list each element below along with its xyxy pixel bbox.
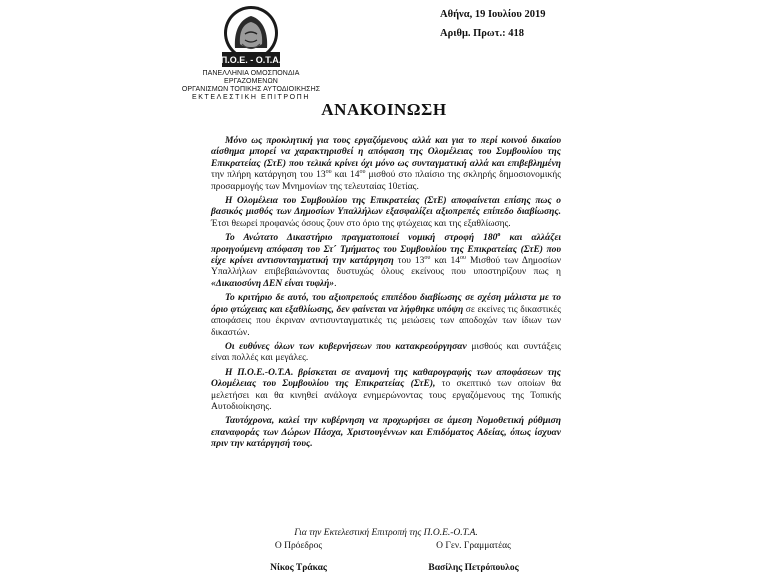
president-name: Νίκος Τράκας [270,563,327,573]
signature-block [211,527,561,575]
organization-logo [176,4,326,102]
paragraph-4: Το κριτήριο δε αυτό, του αξιοπρεπούς επιπέδου διαβίωσης σε σχέση μάλιστα με το όριο φτώχειας και εξαθλίωσης, δεν φαίνεται να λήφθηκε υπόψη σε εκείνες τις δικαστικές αποφάσεις που έκριναν αντισυνταγματικές τις μειώσεις των αποδοχών των ίδιων των δικαστών. [211,293,561,338]
document-body [211,136,561,454]
logo-emblem-icon [212,4,290,70]
paragraph-2: Η Ολομέλεια του Συμβουλίου της Επικρατείας (ΣτΕ) αποφαίνεται επίσης πως ο βασικός μισθός των Δημοσίων Υπαλλήλων εξασφαλίζει αξιοπρεπές επίπεδο διαβίωσης. Έτσι θεωρεί προφανώς όσους ζουν στο όριο της φτώχειας και της εξαθλίωσης. [211,196,561,229]
paragraph-7: Ταυτόχρονα, καλεί την κυβέρνηση να προχωρήσει σε άμεση Νομοθετική ρύθμιση επαναφοράς των Δώρων Πάσχα, Χριστουγέννων και Επιδόματος Αδείας, όπως ίσχυαν πριν την κατάργησή τους. [211,416,561,450]
secretary-name: Βασίλης Πετρόπουλος [428,563,519,573]
paragraph-1: Μόνο ως προκλητική για τους εργαζόμενους αλλά και για το περί κοινού δικαίου αίσθημα μπορεί να χαρακτηρισθεί η απόφαση της Ολομέλειας του Συμβουλίου της Επικρατείας (ΣτΕ) που τελικά κρίνει όχι μόνο ως συνταγματική αλλά και επιβεβλημένη την πλήρη κατάργηση του $13^{o\upsilon}$ και $14^{o\upsilon}$ μισθού στο πλαίσιο της σκληρής δημοσιονομικής προσαρμογής των Μνημονίων της τελευταίας 10ετίας. [211,136,561,192]
document-date: Αθήνα, 19 Ιουλίου 2019 [440,9,546,20]
paragraph-5: Οι ευθύνες όλων των κυβερνήσεων που κατακρεούργησαν μισθούς και συντάξεις είναι πολλές και μεγάλες. [211,341,562,364]
org-name [176,70,326,102]
president-role: Ο Πρόεδρος [274,541,323,551]
protocol-number: Αριθμ. Πρωτ.: 418 [440,28,524,39]
secretary-role: Ο Γεν. Γραμματέας [436,541,511,551]
paragraph-3: Το Ανώτατο Δικαστήριο πραγματοποιεί νομική στροφή $180^o$ και αλλάζει προηγούμενη απόφαση του Στ΄ Τμήματος του Συμβουλίου της Επικρατείας (ΣτΕ) που είχε κρίνει αντισυνταγματική την κατάργηση του $13^{o\upsilon}$ και $14^{o\upsilon}$ Μισθού των Δημοσίων Υπαλλήλων επιβεβαιώνοντας δυστυχώς όλους εκείνους που υποστηρίζουν πως η «Δικαιοσύνη ΔΕΝ είναι τυφλή». [211,232,562,289]
org-line-2: ΟΡΓΑΝΙΣΜΩΝ ΤΟΠΙΚΗΣ ΑΥΤΟΔΙΟΙΚΗΣΗΣ [181,86,321,93]
paragraph-6: Η Π.Ο.Ε.-Ο.Τ.Α. βρίσκεται σε αναμονή της καθαρογραφής των αποφάσεων της Ολομέλειας του Συμβουλίου της Επικρατείας (ΣτΕ), το σκεπτικό των οποίων θα μελετήσει και θα κινηθεί ανάλογα ενημερώνοντας τους εργαζόμενους της Τοπικής Αυτοδιοίκησης. [211,367,561,412]
document-meta [440,8,545,46]
document-title: ΑΝΑΚΟΙΝΩΣΗ [321,100,447,119]
org-line-1: ΠΑΝΕΛΛΗΝΙΑ ΟΜΟΣΠΟΝΔΙΑ ΕΡΓΑΖΟΜΕΝΩΝ [202,70,300,85]
org-line-3: ΕΚΤΕΛΕΣΤΙΚΗ ΕΠΙΤΡΟΠΗ [191,94,310,101]
signature-heading: Για την Εκτελεστική Επιτροπή της Π.Ο.Ε.-Ο.Τ.Α. [294,528,478,538]
logo-text: Π.Ο.Ε. - Ο.Τ.Α. [220,55,282,65]
